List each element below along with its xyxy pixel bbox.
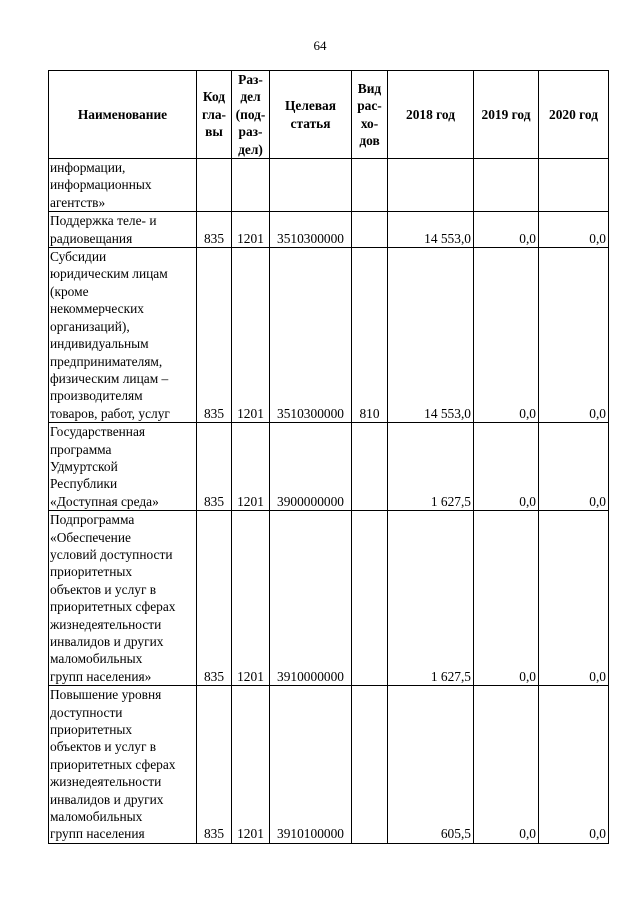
header-target: Целевая статья [270,71,352,159]
section-cell-text: 1201 [237,668,264,684]
target-cell [270,686,352,844]
target-cell [270,159,352,212]
amount-2018-cell [388,686,474,844]
amount-2018-cell [388,212,474,248]
target-cell-text: 3510300000 [277,405,344,421]
amount-2020-cell [539,686,609,844]
code-cell [197,159,232,212]
target-cell-text: 3910100000 [277,826,344,842]
section-cell [232,686,270,844]
type-cell [352,212,388,248]
header-2019: 2019 год [474,71,539,159]
amount-2018-cell-text: 605,5 [440,826,471,842]
name-cell-text: Субсидии юридическим лицам (кроме некоммерческих организаций), индивидуальным предпринимателям, физическим лицам – производителям товаров, работ, услуг [50,249,170,421]
header-name: Наименование [49,71,197,159]
amount-2018-cell-text: 1 627,5 [430,668,471,684]
name-cell-text: Повышение уровня доступности приоритетных объектов и услуг в приоритетных сферах жизнедеятельности инвалидов и других маломобильных групп населения [50,687,176,842]
section-cell [232,248,270,423]
table-row [49,159,609,212]
amount-2018-cell [388,511,474,686]
section-cell-text: 1201 [237,826,264,842]
header-code: Код гла- вы [197,71,232,159]
type-cell [352,686,388,844]
code-cell [197,423,232,511]
amount-2019-cell [474,248,539,423]
section-cell-text: 1201 [237,493,264,509]
table-row [49,686,609,844]
code-cell [197,212,232,248]
header-row [49,71,609,159]
type-cell [352,159,388,212]
code-cell-text: 835 [203,826,225,842]
amount-2020-cell-text: 0,0 [589,493,606,509]
header-2020: 2020 год [539,71,609,159]
amount-2020-cell-text: 0,0 [589,826,606,842]
amount-2019-cell-text: 0,0 [519,826,536,842]
amount-2019-cell-text: 0,0 [519,405,536,421]
target-cell [270,511,352,686]
amount-2020-cell [539,248,609,423]
amount-2019-cell-text: 0,0 [519,493,536,509]
type-cell [352,511,388,686]
header-type: Вид рас- хо- дов [352,71,388,159]
target-cell-text: 3900000000 [277,493,344,509]
name-cell [49,686,197,844]
code-cell [197,248,232,423]
code-cell-text: 835 [203,230,225,246]
name-cell [49,248,197,423]
amount-2019-cell [474,159,539,212]
table-row [49,248,609,423]
table-row [49,212,609,248]
amount-2019-cell [474,212,539,248]
target-cell-text: 3510300000 [277,230,344,246]
name-cell-text: Поддержка теле- и радиовещания [50,213,157,246]
section-cell [232,212,270,248]
code-cell-text: 835 [203,668,225,684]
name-cell-text: Государственная программа Удмуртской Республики «Доступная среда» [50,424,159,509]
target-cell-text: 3910000000 [277,668,344,684]
section-cell-text: 1201 [237,230,264,246]
code-cell [197,511,232,686]
name-cell [49,423,197,511]
target-cell [270,212,352,248]
amount-2018-cell [388,159,474,212]
table-row [49,511,609,686]
name-cell [49,159,197,212]
table-body [49,159,609,844]
amount-2020-cell-text: 0,0 [589,668,606,684]
amount-2018-cell [388,423,474,511]
type-cell-text: 810 [359,405,380,421]
amount-2020-cell [539,212,609,248]
amount-2020-cell [539,159,609,212]
target-cell [270,423,352,511]
section-cell [232,511,270,686]
section-cell-text: 1201 [237,405,264,421]
amount-2020-cell [539,511,609,686]
table-row [49,423,609,511]
name-cell [49,511,197,686]
name-cell [49,212,197,248]
amount-2019-cell-text: 0,0 [519,668,536,684]
page-number: 64 [313,38,327,53]
amount-2018-cell-text: 1 627,5 [430,493,471,509]
amount-2019-cell [474,686,539,844]
amount-2019-cell-text: 0,0 [519,230,536,246]
code-cell-text: 835 [203,405,225,421]
amount-2018-cell-text: 14 553,0 [424,230,471,246]
amount-2019-cell [474,511,539,686]
amount-2020-cell-text: 0,0 [589,405,606,421]
name-cell-text: Подпрограмма «Обеспечение условий доступности приоритетных объектов и услуг в приоритетных сферах жизнедеятельности инвалидов и других маломобильных групп населения» [50,512,176,684]
type-cell [352,423,388,511]
budget-table [48,70,609,844]
amount-2018-cell-text: 14 553,0 [424,405,471,421]
amount-2020-cell [539,423,609,511]
section-cell [232,159,270,212]
amount-2019-cell [474,423,539,511]
amount-2020-cell-text: 0,0 [589,230,606,246]
code-cell [197,686,232,844]
name-cell-text: информации, информационных агентств» [50,160,152,210]
amount-2018-cell [388,248,474,423]
target-cell [270,248,352,423]
type-cell [352,248,388,423]
header-2018: 2018 год [388,71,474,159]
code-cell-text: 835 [203,493,225,509]
header-section: Раз- дел (под- раз- дел) [232,71,270,159]
section-cell [232,423,270,511]
